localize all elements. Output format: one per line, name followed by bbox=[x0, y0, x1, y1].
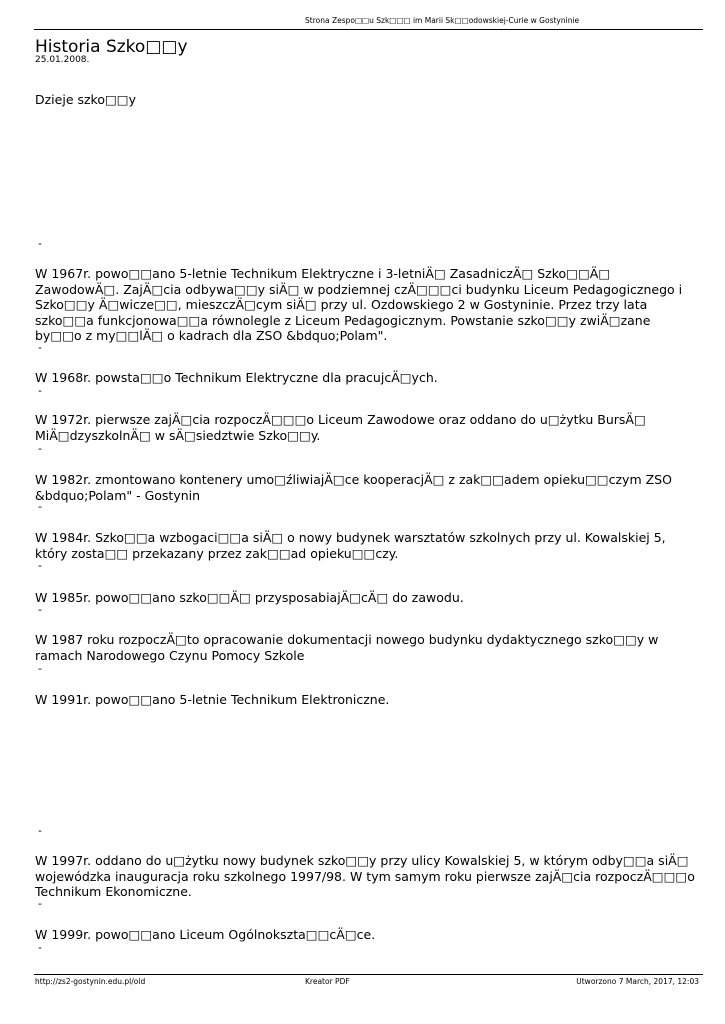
separator-dash: - bbox=[38, 824, 42, 837]
separator-dash: - bbox=[38, 500, 42, 513]
history-paragraph: W 1968r. powsta□□o Technikum Elektryczne dla pracujcÄ□ych. bbox=[35, 370, 438, 385]
footer-created: Utworzono 7 March, 2017, 12:03 bbox=[576, 977, 699, 986]
separator-dash: - bbox=[38, 941, 42, 954]
history-paragraph: W 1987 roku rozpoczÄ□to opracowanie dokumentacji nowego budynku dydaktycznego szko□□y w ramach Narodowego Czynu Pomocy Szkole bbox=[35, 632, 659, 663]
history-paragraph: W 1991r. powo□□ano 5-letnie Technikum Elektroniczne. bbox=[35, 692, 390, 707]
footer-url: http://zs2-gostynin.edu.pl/old bbox=[35, 977, 146, 986]
footer-rule bbox=[34, 974, 703, 975]
separator-dash: - bbox=[38, 384, 42, 397]
separator-dash: - bbox=[38, 897, 42, 910]
footer-generator: Kreator PDF bbox=[305, 977, 350, 986]
history-paragraph: W 1972r. pierwsze zajÄ□cia rozpoczÄ□□□o Liceum Zawodowe oraz oddano do u□żytku BursÄ□ MiÄ□dzyszkolnÄ□ w sÄ□siedztwie Szko□□y. bbox=[35, 412, 646, 443]
page-title: Historia Szko□□y bbox=[35, 37, 188, 57]
separator-dash: - bbox=[38, 603, 42, 616]
page-header-text: Strona Zespo□□u Szk□□□ im Marii Sk□□odowskiej-Curie w Gostyninie bbox=[305, 16, 580, 25]
separator-dash: - bbox=[38, 559, 42, 572]
separator-dash: - bbox=[38, 442, 42, 455]
history-paragraph: W 1982r. zmontowano kontenery umo□źliwiajÄ□ce kooperacjÄ□ z zak□□adem opieku□□czym ZSO &bdquo;Polam" - Gostynin bbox=[35, 472, 672, 503]
history-paragraph: W 1999r. powo□□ano Liceum Ogólnokszta□□cÄ□ce. bbox=[35, 927, 376, 942]
separator-dash: - bbox=[38, 237, 42, 250]
separator-dash: - bbox=[38, 662, 42, 675]
history-paragraph: W 1985r. powo□□ano szko□□Ä□ przysposabiajÄ□cÄ□ do zawodu. bbox=[35, 590, 464, 605]
header-rule bbox=[34, 29, 703, 30]
separator-dash: - bbox=[38, 341, 42, 354]
section-subtitle: Dzieje szko□□y bbox=[35, 92, 137, 107]
publish-date: 25.01.2008. bbox=[35, 55, 90, 65]
history-paragraph: W 1997r. oddano do u□żytku nowy budynek szko□□y przy ulicy Kowalskiej 5, w którym odby□□a siÄ□ wojewódzka inauguracja roku szkolnego 1997/98. W tym samym roku pierwsze zajÄ□cia rozpoczÄ□□□o Technikum Ekonomiczne. bbox=[35, 853, 695, 899]
history-paragraph: W 1967r. powo□□ano 5-letnie Technikum Elektryczne i 3-letniÄ□ ZasadniczÄ□ Szko□□Ä□ ZawodowÄ□. ZajÄ□cia odbywa□□y siÄ□ w podziemnej czÄ□□□ci budynku Liceum Pedagogicznego i Szko□□y Ä□wicze□□, mieszczÄ□cym siÄ□ przy ul. Ozdowskiego 2 w Gostyninie. Przez trzy lata szko□□a funkcjonowa□□a równolegle z Liceum Pedagogicznym. Powstanie szko□□y zwiÄ□zane by□□o z my□□lÄ□ o kadrach dla ZSO &bdquo;Polam". bbox=[35, 266, 683, 343]
history-paragraph: W 1984r. Szko□□a wzbogaci□□a siÄ□ o nowy budynek warsztatów szkolnych przy ul. Kowalskiej 5, który zosta□□ przekazany przez zak□□ad opieku□□czy. bbox=[35, 530, 666, 561]
